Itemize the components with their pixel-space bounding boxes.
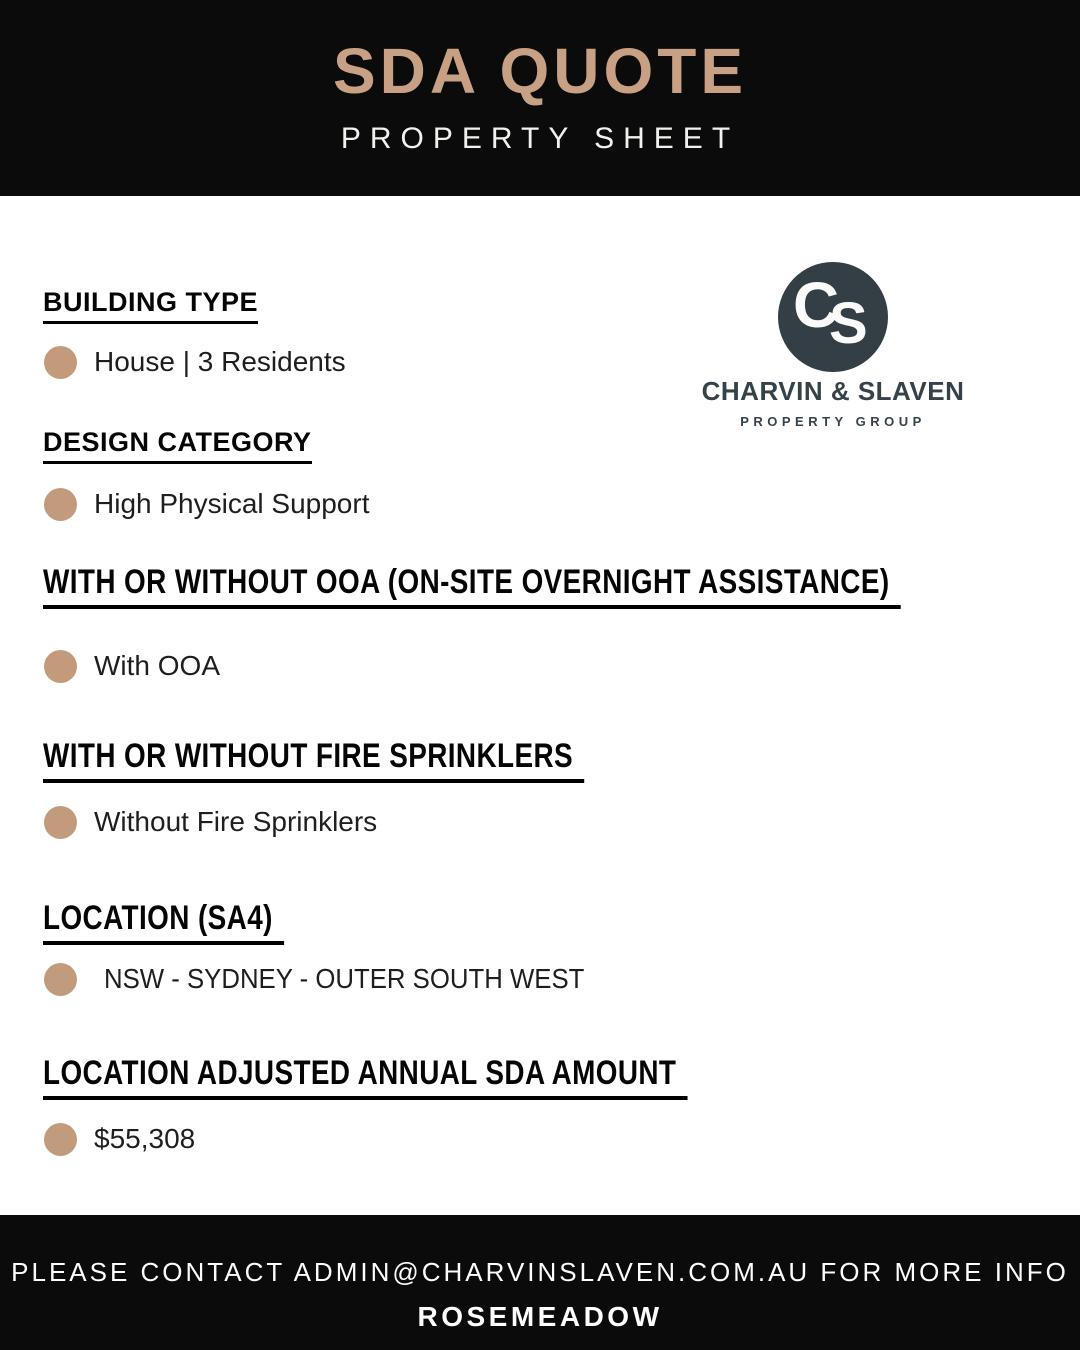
- cs-monogram-icon: [778, 262, 888, 372]
- header-band: [0, 0, 1080, 196]
- heading-location: LOCATION (SA4): [43, 899, 284, 945]
- row-sda-amount: [44, 1122, 195, 1156]
- footer-band: [0, 1215, 1080, 1350]
- building-type-value: House | 3 Residents: [94, 346, 346, 377]
- heading-design-category: DESIGN CATEGORY: [43, 427, 312, 464]
- row-location: [44, 962, 626, 996]
- heading-fire-sprinklers: WITH OR WITHOUT FIRE SPRINKLERS: [43, 737, 584, 783]
- sda-amount-value: $55,308: [94, 1123, 196, 1154]
- bullet-icon: [44, 1123, 77, 1156]
- heading-sda-amount: LOCATION ADJUSTED ANNUAL SDA AMOUNT: [43, 1054, 688, 1100]
- fire-sprinklers-value: Without Fire Sprinklers: [94, 806, 378, 837]
- row-design-category: [44, 487, 369, 521]
- design-category-value: High Physical Support: [94, 488, 370, 519]
- monogram-letter-c: C: [793, 269, 840, 341]
- company-tagline: PROPERTY GROUP: [740, 414, 926, 429]
- row-fire-sprinklers: [44, 805, 377, 839]
- heading-ooa: WITH OR WITHOUT OOA (ON-SITE OVERNIGHT ASSISTANCE): [43, 563, 901, 609]
- ooa-value: With OOA: [94, 650, 221, 681]
- bullet-icon: [44, 963, 77, 996]
- company-name: CHARVIN & SLAVEN: [701, 376, 965, 406]
- footer-contact-text: PLEASE CONTACT ADMIN@CHARVINSLAVEN.COM.AU FOR MORE INFO: [11, 1257, 1069, 1287]
- page-title: SDA QUOTE: [332, 35, 748, 107]
- row-ooa: [44, 649, 220, 683]
- location-value: NSW - SYDNEY - OUTER SOUTH WEST: [104, 963, 585, 994]
- bullet-icon: [44, 650, 77, 683]
- company-logo: [688, 262, 978, 429]
- bullet-icon: [44, 346, 77, 379]
- footer-location-text: ROSEMEADOW: [417, 1301, 663, 1332]
- bullet-icon: [44, 488, 77, 521]
- bullet-icon: [44, 806, 77, 839]
- monogram-letter-s: S: [829, 291, 868, 356]
- heading-building-type: BUILDING TYPE: [43, 287, 258, 324]
- page-subtitle: PROPERTY SHEET: [340, 122, 740, 155]
- row-building-type: [44, 345, 346, 379]
